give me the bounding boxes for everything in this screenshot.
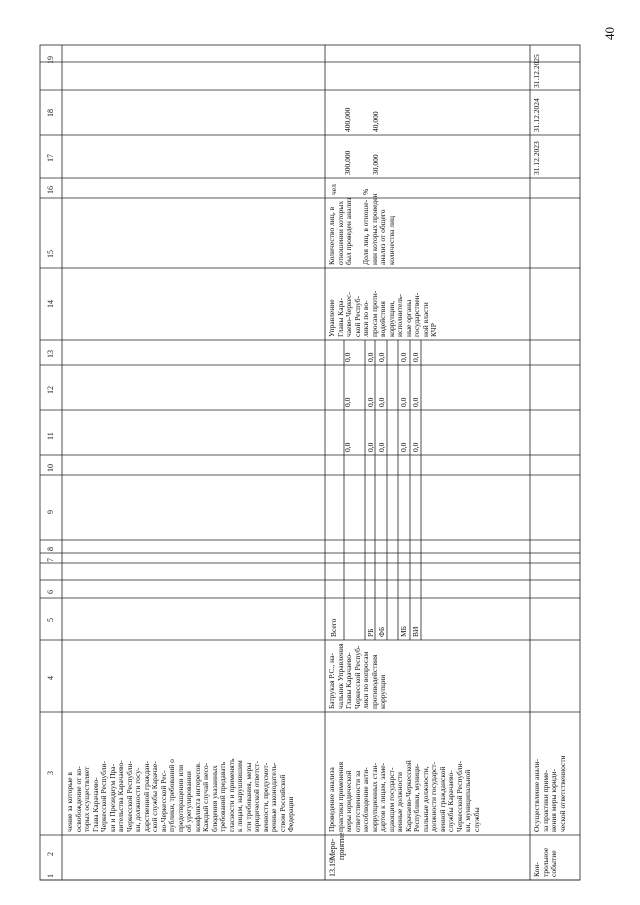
- col13-mb: 0,0: [399, 352, 408, 362]
- indicator-share: Доля лиц, в отноше- нии которых проведен анализ от общего количества лиц: [361, 193, 396, 265]
- value-2024-count: 400,000: [343, 107, 352, 132]
- col-header-7: 7: [46, 558, 55, 562]
- unit-persons: чел: [329, 184, 338, 195]
- col-header-18: 18: [46, 109, 55, 117]
- source-total: Всего: [329, 618, 338, 637]
- continuation-text: чение за которые в освобождение от ко- торых осуществляет Глава Карачаево- Черкесской Республи- ки и Президиум Пра- вительства Карачаево- Черкесской Республи- ки, должности госу- дарственной граждан- ской службы Карачае- во-Черкесской Рес- публики, требований о предотвращении или об урегулировании конфликта интересов. Каждый случай несо- блюдения указанных требований предавать гласности и применять к лицам, нарушившим эти требования, меры юридической ответст- венности, предусмот- ренные законодатель- ством Российской Федерации: [65, 758, 295, 832]
- col-header-2: 2: [46, 852, 55, 856]
- col11-total: 0,0: [343, 442, 352, 452]
- control-event-name: Осуществление анали- за практики приме- нения меры юриди- ческой ответственности: [532, 755, 567, 832]
- col-header-9: 9: [46, 510, 55, 514]
- control-date-2025: 31.12.2025: [532, 54, 541, 88]
- col13-total: 0,0: [343, 352, 352, 362]
- col-header-16: 16: [46, 186, 55, 194]
- col13-vi: 0,0: [411, 352, 420, 362]
- col-header-6: 6: [46, 590, 55, 594]
- col12-mb: 0,0: [399, 397, 408, 407]
- source-vi: ВИ: [411, 626, 420, 637]
- col-header-5: 5: [46, 618, 55, 622]
- col-header-14: 14: [46, 300, 55, 308]
- col-header-8: 8: [46, 547, 55, 551]
- col13-rb: 0,0: [366, 352, 375, 362]
- col-header-10: 10: [46, 464, 55, 472]
- value-2024-share: 40,000: [371, 111, 380, 132]
- col-header-17: 17: [46, 154, 55, 162]
- source-mb: МБ: [399, 626, 408, 637]
- col-header-15: 15: [46, 250, 55, 258]
- col12-total: 0,0: [343, 397, 352, 407]
- control-event-type: Кон- трольное событие: [532, 847, 558, 877]
- col-header-11: 11: [46, 432, 55, 440]
- col12-rb: 0,0: [366, 397, 375, 407]
- col12-vi: 0,0: [411, 397, 420, 407]
- row-type: Меро- приятие: [328, 832, 346, 860]
- col-header-12: 12: [46, 386, 55, 394]
- col-header-19: 19: [46, 56, 55, 64]
- table-border: [40, 45, 580, 880]
- col11-fb: 0,0: [377, 442, 386, 452]
- col11-rb: 0,0: [366, 442, 375, 452]
- col12-fb: 0,0: [377, 397, 386, 407]
- col-header-1: 1: [46, 874, 55, 878]
- measure-name: Проведение анализа практики применения меры юридической ответственности за несоблюдение анти- коррупционных стан- дартов к лицам, заме- щающим государст- венные должности Карачаево-Черкесской Республики, муници- пальные должности, должности государст- венной гражданской службы Карачаево- Черкесской Республи- ки, муниципальной службы: [327, 760, 481, 832]
- unit-percent: %: [361, 188, 370, 195]
- col-header-4: 4: [46, 676, 55, 680]
- col11-mb: 0,0: [399, 442, 408, 452]
- responsible-person: Батрукая Р.С., на- чальник Управления Главы Карачаево- Черкесской Респуб- лики по вопросам противодействия коррупции: [327, 643, 387, 709]
- col11-vi: 0,0: [411, 442, 420, 452]
- source-rb: РБ: [366, 628, 375, 637]
- col-header-13: 13: [46, 350, 55, 358]
- indicator-count: Количество лиц, в отношении которых был проведен анализ: [327, 197, 353, 265]
- page-number: 40: [602, 27, 617, 40]
- col13-fb: 0,0: [377, 352, 386, 362]
- control-date-2023: 31.12.2023: [532, 141, 541, 175]
- control-date-2024: 31.12.2024: [532, 98, 541, 132]
- executor: Управление Главы Кара- чаево-Черкес- ской Респуб- лики по во- просам проти- водействия коррупции, исполнитель- ные органы государствен- ной власти КЧР: [327, 290, 438, 337]
- value-2023-share: 30,000: [371, 154, 380, 175]
- row-number: 13.19: [328, 859, 337, 877]
- source-fb: ФБ: [377, 626, 386, 637]
- col-header-3: 3: [46, 771, 55, 775]
- value-2023-count: 300,000: [343, 150, 352, 175]
